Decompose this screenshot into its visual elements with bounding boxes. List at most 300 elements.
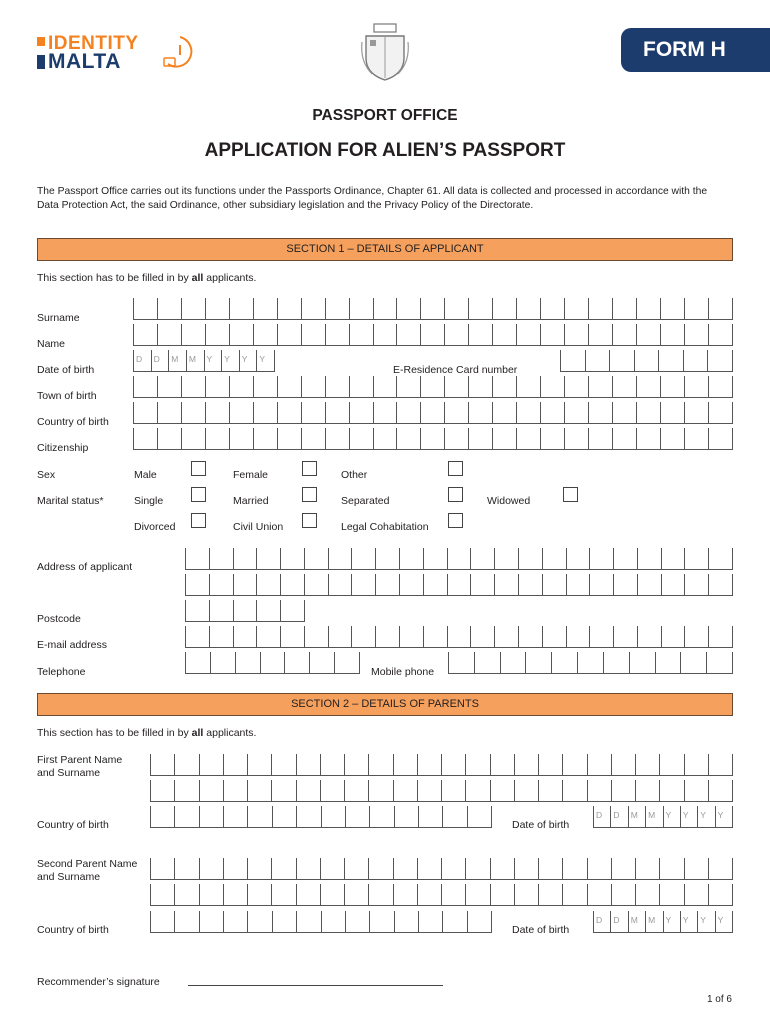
comb-cell[interactable]: [612, 402, 636, 423]
comb-cell[interactable]: [209, 548, 233, 569]
comb-cell[interactable]: [628, 806, 645, 827]
comb-cell[interactable]: [199, 806, 223, 827]
comb-cell[interactable]: [613, 548, 637, 569]
comb-cell[interactable]: [588, 298, 612, 319]
comb-cell[interactable]: [296, 754, 320, 775]
comb-cell[interactable]: [223, 884, 247, 905]
comb-cell[interactable]: [394, 806, 418, 827]
comb-cell[interactable]: [542, 574, 566, 595]
comb-cell[interactable]: [280, 548, 304, 569]
comb-cell[interactable]: [417, 884, 441, 905]
comb-cell[interactable]: [133, 428, 157, 449]
comb-cell[interactable]: [660, 402, 684, 423]
comb-cell[interactable]: [588, 402, 612, 423]
comb-cell[interactable]: [418, 806, 442, 827]
comb-cell[interactable]: [613, 574, 637, 595]
comb-cell[interactable]: [368, 754, 392, 775]
email-field[interactable]: [185, 626, 733, 648]
comb-cell[interactable]: [174, 806, 198, 827]
comb-cell[interactable]: [593, 806, 610, 827]
comb-cell[interactable]: [418, 911, 442, 932]
second-parent-country-field[interactable]: [150, 911, 492, 933]
comb-cell[interactable]: [223, 780, 247, 801]
comb-cell[interactable]: [715, 806, 733, 827]
comb-cell[interactable]: [304, 626, 328, 647]
comb-cell[interactable]: [229, 428, 253, 449]
comb-cell[interactable]: [564, 376, 588, 397]
comb-cell[interactable]: [345, 911, 369, 932]
town-of-birth-field[interactable]: [133, 376, 733, 398]
comb-cell[interactable]: [277, 298, 301, 319]
comb-cell[interactable]: [447, 574, 471, 595]
comb-cell[interactable]: [684, 376, 708, 397]
comb-cell[interactable]: [708, 324, 733, 345]
comb-cell[interactable]: [708, 884, 733, 905]
first-parent-name-field-line2[interactable]: [150, 780, 733, 802]
comb-cell[interactable]: [271, 884, 295, 905]
surname-field[interactable]: [133, 298, 733, 320]
comb-cell[interactable]: [444, 402, 468, 423]
comb-cell[interactable]: [634, 350, 659, 371]
comb-cell[interactable]: [697, 911, 714, 932]
comb-cell[interactable]: [655, 652, 681, 673]
comb-cell[interactable]: [417, 858, 441, 879]
comb-cell[interactable]: [247, 754, 271, 775]
comb-cell[interactable]: [684, 780, 708, 801]
comb-cell[interactable]: [467, 911, 492, 932]
comb-cell[interactable]: [566, 574, 590, 595]
comb-cell[interactable]: [660, 298, 684, 319]
comb-cell[interactable]: [199, 858, 223, 879]
comb-cell[interactable]: [661, 626, 685, 647]
comb-cell[interactable]: [373, 402, 397, 423]
comb-cell[interactable]: [223, 754, 247, 775]
comb-cell[interactable]: [344, 884, 368, 905]
comb-cell[interactable]: [516, 428, 540, 449]
comb-cell[interactable]: [444, 428, 468, 449]
comb-cell[interactable]: [708, 780, 733, 801]
comb-cell[interactable]: [516, 402, 540, 423]
comb-cell[interactable]: [393, 858, 417, 879]
comb-cell[interactable]: [492, 324, 516, 345]
comb-cell[interactable]: [247, 858, 271, 879]
comb-cell[interactable]: [256, 626, 280, 647]
comb-cell[interactable]: [465, 884, 489, 905]
comb-cell[interactable]: [468, 324, 492, 345]
comb-cell[interactable]: [587, 780, 611, 801]
comb-cell[interactable]: [151, 350, 169, 371]
comb-cell[interactable]: [660, 324, 684, 345]
comb-cell[interactable]: [538, 884, 562, 905]
comb-cell[interactable]: [150, 780, 174, 801]
comb-cell[interactable]: [296, 780, 320, 801]
comb-cell[interactable]: [174, 780, 198, 801]
comb-cell[interactable]: [133, 376, 157, 397]
comb-cell[interactable]: [181, 298, 205, 319]
marital-single-checkbox[interactable]: [191, 487, 206, 502]
comb-cell[interactable]: [566, 626, 590, 647]
comb-cell[interactable]: [612, 376, 636, 397]
comb-cell[interactable]: [320, 754, 344, 775]
comb-cell[interactable]: [174, 754, 198, 775]
comb-cell[interactable]: [233, 574, 257, 595]
comb-cell[interactable]: [715, 911, 733, 932]
comb-cell[interactable]: [185, 652, 210, 673]
comb-cell[interactable]: [636, 324, 660, 345]
comb-cell[interactable]: [373, 428, 397, 449]
comb-cell[interactable]: [564, 428, 588, 449]
comb-cell[interactable]: [304, 574, 328, 595]
comb-cell[interactable]: [205, 402, 229, 423]
comb-cell[interactable]: [684, 324, 708, 345]
marital-civil-union-checkbox[interactable]: [302, 513, 317, 528]
comb-cell[interactable]: [562, 884, 586, 905]
comb-cell[interactable]: [603, 652, 629, 673]
comb-cell[interactable]: [551, 652, 577, 673]
comb-cell[interactable]: [465, 858, 489, 879]
second-parent-name-field-line2[interactable]: [150, 884, 733, 906]
comb-cell[interactable]: [636, 402, 660, 423]
comb-cell[interactable]: [133, 324, 157, 345]
comb-cell[interactable]: [199, 754, 223, 775]
comb-cell[interactable]: [444, 376, 468, 397]
comb-cell[interactable]: [684, 548, 708, 569]
comb-cell[interactable]: [396, 376, 420, 397]
comb-cell[interactable]: [613, 626, 637, 647]
e-residence-field[interactable]: [560, 350, 733, 372]
recommender-signature-line[interactable]: [188, 985, 443, 986]
comb-cell[interactable]: [468, 376, 492, 397]
comb-cell[interactable]: [369, 806, 393, 827]
comb-cell[interactable]: [680, 806, 697, 827]
comb-cell[interactable]: [708, 402, 733, 423]
comb-cell[interactable]: [301, 324, 325, 345]
marital-legal-cohabitation-checkbox[interactable]: [448, 513, 463, 528]
comb-cell[interactable]: [204, 350, 222, 371]
comb-cell[interactable]: [490, 884, 514, 905]
comb-cell[interactable]: [474, 652, 500, 673]
comb-cell[interactable]: [296, 806, 320, 827]
comb-cell[interactable]: [247, 911, 271, 932]
comb-cell[interactable]: [465, 754, 489, 775]
comb-cell[interactable]: [636, 298, 660, 319]
first-parent-country-field[interactable]: [150, 806, 492, 828]
comb-cell[interactable]: [684, 428, 708, 449]
comb-cell[interactable]: [223, 911, 247, 932]
comb-cell[interactable]: [441, 884, 465, 905]
comb-cell[interactable]: [492, 428, 516, 449]
comb-cell[interactable]: [253, 428, 277, 449]
comb-cell[interactable]: [635, 858, 659, 879]
comb-cell[interactable]: [334, 652, 360, 673]
comb-cell[interactable]: [320, 884, 344, 905]
comb-cell[interactable]: [181, 324, 205, 345]
comb-cell[interactable]: [399, 574, 423, 595]
comb-cell[interactable]: [589, 574, 613, 595]
comb-cell[interactable]: [375, 574, 399, 595]
comb-cell[interactable]: [271, 780, 295, 801]
comb-cell[interactable]: [542, 548, 566, 569]
comb-cell[interactable]: [514, 884, 538, 905]
comb-cell[interactable]: [375, 548, 399, 569]
comb-cell[interactable]: [394, 911, 418, 932]
comb-cell[interactable]: [610, 806, 627, 827]
marital-divorced-checkbox[interactable]: [191, 513, 206, 528]
comb-cell[interactable]: [368, 884, 392, 905]
comb-cell[interactable]: [396, 428, 420, 449]
comb-cell[interactable]: [205, 376, 229, 397]
comb-cell[interactable]: [328, 626, 352, 647]
comb-cell[interactable]: [368, 858, 392, 879]
comb-cell[interactable]: [564, 324, 588, 345]
comb-cell[interactable]: [157, 402, 181, 423]
comb-cell[interactable]: [518, 626, 542, 647]
comb-cell[interactable]: [351, 626, 375, 647]
comb-cell[interactable]: [174, 858, 198, 879]
comb-cell[interactable]: [585, 350, 610, 371]
comb-cell[interactable]: [181, 428, 205, 449]
comb-cell[interactable]: [185, 548, 209, 569]
comb-cell[interactable]: [697, 806, 714, 827]
comb-cell[interactable]: [470, 574, 494, 595]
address-field-line1[interactable]: [185, 548, 733, 570]
comb-cell[interactable]: [420, 324, 444, 345]
comb-cell[interactable]: [444, 324, 468, 345]
comb-cell[interactable]: [492, 402, 516, 423]
comb-cell[interactable]: [516, 298, 540, 319]
comb-cell[interactable]: [375, 626, 399, 647]
comb-cell[interactable]: [399, 626, 423, 647]
comb-cell[interactable]: [492, 298, 516, 319]
comb-cell[interactable]: [349, 402, 373, 423]
comb-cell[interactable]: [706, 652, 733, 673]
comb-cell[interactable]: [174, 884, 198, 905]
comb-cell[interactable]: [369, 911, 393, 932]
comb-cell[interactable]: [320, 858, 344, 879]
comb-cell[interactable]: [253, 376, 277, 397]
comb-cell[interactable]: [229, 298, 253, 319]
comb-cell[interactable]: [611, 754, 635, 775]
comb-cell[interactable]: [659, 754, 683, 775]
comb-cell[interactable]: [133, 350, 151, 371]
comb-cell[interactable]: [467, 806, 492, 827]
comb-cell[interactable]: [588, 376, 612, 397]
comb-cell[interactable]: [661, 574, 685, 595]
comb-cell[interactable]: [659, 884, 683, 905]
comb-cell[interactable]: [708, 376, 733, 397]
comb-cell[interactable]: [448, 652, 474, 673]
comb-cell[interactable]: [349, 376, 373, 397]
comb-cell[interactable]: [199, 780, 223, 801]
comb-cell[interactable]: [611, 884, 635, 905]
comb-cell[interactable]: [514, 754, 538, 775]
comb-cell[interactable]: [708, 626, 733, 647]
comb-cell[interactable]: [296, 858, 320, 879]
comb-cell[interactable]: [708, 858, 733, 879]
comb-cell[interactable]: [351, 574, 375, 595]
comb-cell[interactable]: [223, 858, 247, 879]
comb-cell[interactable]: [423, 574, 447, 595]
comb-cell[interactable]: [181, 376, 205, 397]
comb-cell[interactable]: [133, 298, 157, 319]
comb-cell[interactable]: [538, 780, 562, 801]
comb-cell[interactable]: [373, 376, 397, 397]
comb-cell[interactable]: [610, 911, 627, 932]
comb-cell[interactable]: [684, 574, 708, 595]
comb-cell[interactable]: [373, 298, 397, 319]
comb-cell[interactable]: [637, 548, 661, 569]
comb-cell[interactable]: [612, 324, 636, 345]
comb-cell[interactable]: [396, 324, 420, 345]
comb-cell[interactable]: [304, 548, 328, 569]
comb-cell[interactable]: [516, 376, 540, 397]
comb-cell[interactable]: [185, 600, 209, 621]
comb-cell[interactable]: [280, 574, 304, 595]
comb-cell[interactable]: [253, 298, 277, 319]
comb-cell[interactable]: [247, 806, 271, 827]
comb-cell[interactable]: [399, 548, 423, 569]
comb-cell[interactable]: [566, 548, 590, 569]
comb-cell[interactable]: [349, 428, 373, 449]
comb-cell[interactable]: [538, 858, 562, 879]
comb-cell[interactable]: [150, 858, 174, 879]
comb-cell[interactable]: [684, 754, 708, 775]
comb-cell[interactable]: [417, 754, 441, 775]
comb-cell[interactable]: [186, 350, 204, 371]
comb-cell[interactable]: [205, 428, 229, 449]
comb-cell[interactable]: [587, 754, 611, 775]
comb-cell[interactable]: [157, 324, 181, 345]
comb-cell[interactable]: [185, 626, 209, 647]
comb-cell[interactable]: [663, 806, 680, 827]
first-parent-name-field-line1[interactable]: [150, 754, 733, 776]
comb-cell[interactable]: [271, 858, 295, 879]
comb-cell[interactable]: [514, 858, 538, 879]
comb-cell[interactable]: [393, 780, 417, 801]
comb-cell[interactable]: [284, 652, 309, 673]
comb-cell[interactable]: [447, 548, 471, 569]
marital-married-checkbox[interactable]: [302, 487, 317, 502]
mobile-field[interactable]: [448, 652, 733, 674]
comb-cell[interactable]: [542, 626, 566, 647]
comb-cell[interactable]: [589, 548, 613, 569]
comb-cell[interactable]: [660, 376, 684, 397]
comb-cell[interactable]: [708, 574, 733, 595]
comb-cell[interactable]: [441, 858, 465, 879]
comb-cell[interactable]: [272, 806, 296, 827]
comb-cell[interactable]: [684, 402, 708, 423]
comb-cell[interactable]: [470, 626, 494, 647]
comb-cell[interactable]: [301, 428, 325, 449]
comb-cell[interactable]: [629, 652, 655, 673]
comb-cell[interactable]: [256, 574, 280, 595]
comb-cell[interactable]: [635, 884, 659, 905]
comb-cell[interactable]: [301, 376, 325, 397]
comb-cell[interactable]: [260, 652, 285, 673]
comb-cell[interactable]: [708, 754, 733, 775]
comb-cell[interactable]: [611, 780, 635, 801]
comb-cell[interactable]: [468, 402, 492, 423]
comb-cell[interactable]: [684, 884, 708, 905]
comb-cell[interactable]: [344, 754, 368, 775]
comb-cell[interactable]: [420, 402, 444, 423]
comb-cell[interactable]: [628, 911, 645, 932]
comb-cell[interactable]: [321, 806, 345, 827]
comb-cell[interactable]: [518, 548, 542, 569]
comb-cell[interactable]: [393, 884, 417, 905]
comb-cell[interactable]: [645, 911, 662, 932]
comb-cell[interactable]: [468, 298, 492, 319]
comb-cell[interactable]: [708, 298, 733, 319]
comb-cell[interactable]: [233, 600, 257, 621]
comb-cell[interactable]: [150, 911, 174, 932]
comb-cell[interactable]: [277, 428, 301, 449]
comb-cell[interactable]: [328, 574, 352, 595]
sex-male-checkbox[interactable]: [191, 461, 206, 476]
comb-cell[interactable]: [280, 600, 305, 621]
comb-cell[interactable]: [658, 350, 683, 371]
comb-cell[interactable]: [560, 350, 585, 371]
comb-cell[interactable]: [635, 754, 659, 775]
citizenship-field[interactable]: [133, 428, 733, 450]
comb-cell[interactable]: [577, 652, 603, 673]
comb-cell[interactable]: [708, 548, 733, 569]
comb-cell[interactable]: [199, 884, 223, 905]
comb-cell[interactable]: [635, 780, 659, 801]
comb-cell[interactable]: [223, 806, 247, 827]
comb-cell[interactable]: [247, 780, 271, 801]
comb-cell[interactable]: [442, 806, 466, 827]
comb-cell[interactable]: [325, 376, 349, 397]
comb-cell[interactable]: [277, 324, 301, 345]
comb-cell[interactable]: [612, 428, 636, 449]
comb-cell[interactable]: [465, 780, 489, 801]
comb-cell[interactable]: [609, 350, 634, 371]
comb-cell[interactable]: [423, 626, 447, 647]
sex-female-checkbox[interactable]: [302, 461, 317, 476]
comb-cell[interactable]: [442, 911, 466, 932]
comb-cell[interactable]: [441, 780, 465, 801]
comb-cell[interactable]: [494, 574, 518, 595]
comb-cell[interactable]: [349, 324, 373, 345]
comb-cell[interactable]: [589, 626, 613, 647]
comb-cell[interactable]: [680, 652, 706, 673]
first-parent-dob-field[interactable]: [593, 806, 733, 828]
comb-cell[interactable]: [157, 428, 181, 449]
sex-other-checkbox[interactable]: [448, 461, 463, 476]
comb-cell[interactable]: [256, 548, 280, 569]
comb-cell[interactable]: [277, 402, 301, 423]
comb-cell[interactable]: [368, 780, 392, 801]
comb-cell[interactable]: [587, 858, 611, 879]
comb-cell[interactable]: [209, 626, 233, 647]
comb-cell[interactable]: [562, 858, 586, 879]
comb-cell[interactable]: [233, 548, 257, 569]
comb-cell[interactable]: [492, 376, 516, 397]
comb-cell[interactable]: [325, 402, 349, 423]
comb-cell[interactable]: [321, 911, 345, 932]
comb-cell[interactable]: [393, 754, 417, 775]
comb-cell[interactable]: [296, 884, 320, 905]
comb-cell[interactable]: [637, 626, 661, 647]
comb-cell[interactable]: [562, 754, 586, 775]
comb-cell[interactable]: [588, 324, 612, 345]
comb-cell[interactable]: [683, 350, 708, 371]
comb-cell[interactable]: [500, 652, 526, 673]
comb-cell[interactable]: [205, 324, 229, 345]
comb-cell[interactable]: [150, 806, 174, 827]
comb-cell[interactable]: [420, 428, 444, 449]
